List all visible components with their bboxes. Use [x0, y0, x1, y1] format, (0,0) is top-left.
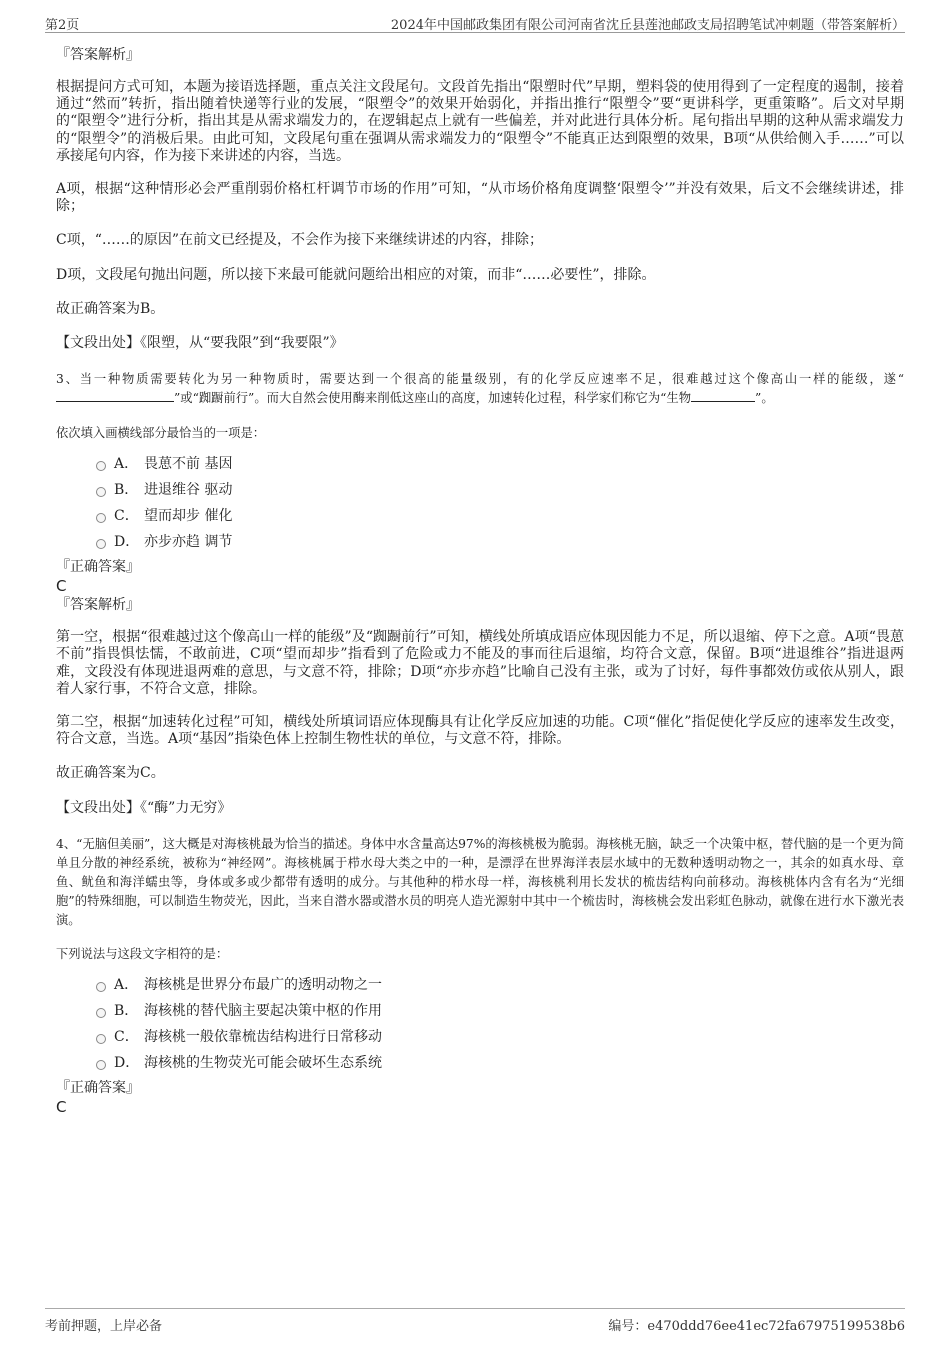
q3-option-d[interactable]: D． 亦步亦趋 调节: [96, 532, 904, 558]
q3-analysis-para-2: 第二空，根据“加速转化过程”可知，横线处所填词语应体现酶具有让化学反应加速的功能。C项“催化”指促使化学反应的速率发生改变，符合文意，当选。A项“基因”指染色体上控制生物性状的单位，与文意不符，排除。: [56, 714, 904, 748]
q3-question-text: 3、当一种物质需要转化为另一种物质时，需要达到一个很高的能量级别，有的化学反应速率不足，很难越过这个像高山一样的能级，遂“”或“踟蹰前行”。而大自然会使用酶来削低这座山的高度，加速转化过程，科学家们称它为“生物 ”。: [56, 372, 904, 406]
q2-source: 【文段出处】《限塑，从“要我限”到“我要限”》: [56, 335, 344, 352]
document-title: 2024年中国邮政集团有限公司河南省沈丘县莲池邮政支局招聘笔试冲刺题（带答案解析）: [390, 18, 905, 33]
q3-answer-statement: 故正确答案为C。: [56, 765, 165, 782]
radio-icon[interactable]: [96, 487, 106, 497]
q4-option-a[interactable]: A． 海核桃是世界分布最广的透明动物之一: [96, 975, 904, 1001]
radio-icon[interactable]: [96, 982, 106, 992]
q3-option-a[interactable]: A． 畏葸不前 基因: [96, 454, 904, 480]
q2-answer-statement: 故正确答案为B。: [56, 300, 165, 317]
q4-option-d[interactable]: D． 海核桃的生物荧光可能会破坏生态系统: [96, 1053, 904, 1079]
q3-blank-1: [56, 389, 174, 402]
q4-instruction: 下列说法与这段文字相符的是：: [56, 946, 229, 961]
q3-correct-answer: C: [56, 577, 67, 596]
radio-icon[interactable]: [96, 461, 106, 471]
radio-icon[interactable]: [96, 513, 106, 523]
q4-correct-answer: C: [56, 1097, 67, 1116]
q2-analysis-para-3: C项，“……的原因”在前文已经提及，不会作为接下来继续讲述的内容，排除；: [56, 232, 544, 249]
q4-option-c[interactable]: C． 海核桃一般依靠梳齿结构进行日常移动: [96, 1027, 904, 1053]
page-footer: [45, 1308, 905, 1335]
page-number: 第2页: [45, 18, 80, 33]
q2-analysis-label: 『答案解析』: [56, 47, 140, 63]
q3-instruction: 依次填入画横线部分最恰当的一项是：: [56, 426, 266, 441]
q3-analysis-para-1: 第一空，根据“很难越过这个像高山一样的能级”及“踟蹰前行”可知，横线处所填成语应体现因能力不足，所以退缩、停下之意。A项“畏葸不前”指畏惧怯懦，不敢前进，C项“望而却步”指看到了危险或力不能及的事而往后退缩，均符合文意，保留。B项“进退维谷”指进退两难，文段没有体现进退两难的意思，与文意不符，排除；D项“亦步亦趋”比喻自己没有主张，或为了讨好，每件事都效仿或依从别人，跟着人家行事，不符合文意，排除。: [56, 629, 904, 697]
radio-icon[interactable]: [96, 539, 106, 549]
q2-analysis-para-1: 根据提问方式可知，本题为接语选择题，重点关注文段尾句。文段首先指出“限塑时代”早期，塑料袋的使用得到了一定程度的遏制，接着通过“然而”转折，指出随着快递等行业的发展，“限塑令”的效果开始弱化，并指出推行“限塑令”要“更讲科学，更重策略”。后文对早期的“限塑令”进行分析，指出其是从需求端发力的，在逻辑起点上就有一些偏差，并对此进行具体分析。尾句指出早期的这种从需求端发力的“限塑令”的消极后果。由此可知，文段尾句重在强调从需求端发力的“限塑令”不能真正达到限塑的效果，B项“从供给侧入手……”可以承接尾句内容，作为接下来讲述的内容，当选。: [56, 79, 904, 164]
q3-options: [96, 454, 904, 558]
document-id: 编号：e470ddd76ee41ec72fa67975199538b6: [608, 1319, 905, 1334]
page-content: [56, 46, 904, 1117]
q3-option-b[interactable]: B． 进退维谷 驱动: [96, 480, 904, 506]
q3-analysis-label: 『答案解析』: [56, 597, 140, 614]
q3-option-c[interactable]: C． 望而却步 催化: [96, 506, 904, 532]
radio-icon[interactable]: [96, 1008, 106, 1018]
footer-slogan: 考前押题，上岸必备: [45, 1319, 163, 1334]
q2-analysis-para-4: D项，文段尾句抛出问题，所以接下来最可能就问题给出相应的对策，而非“……必要性”，排除。: [56, 266, 656, 283]
page-header: [45, 12, 905, 33]
q4-option-b[interactable]: B． 海核桃的替代脑主要起决策中枢的作用: [96, 1001, 904, 1027]
q3-blank-2: [691, 389, 755, 402]
radio-icon[interactable]: [96, 1034, 106, 1044]
q4-options: [96, 975, 904, 1079]
q4-question-text: 4、“无脑但美丽”，这大概是对海核桃最为恰当的描述。身体中水含量高达97%的海核桃极为脆弱。海核桃无脑，缺乏一个决策中枢，替代脑的是一个更为简单且分散的神经系统，被称为“神经网”。海核桃属于栉水母大类之中的一种，是漂浮在世界海洋表层水域中的无数种透明动物之一，其余的如真水母、章鱼、鱿鱼和海洋蠕虫等，身体或多或少都带有透明的成分。与其他种的栉水母一样，海核桃利用长发状的梳齿结构向前移动。海核桃体内含有名为“光细胞”的特殊细胞，可以制造生物荧光，因此，当来自潜水器或潜水员的明亮人造光源射中其中一个梳齿时，海核桃会发出彩虹色脉动，就像在进行水下激光表演。: [56, 836, 904, 927]
q2-analysis-para-2: A项，根据“这种情形必会严重削弱价格杠杆调节市场的作用”可知，“从市场价格角度调整‘限塑令’”并没有效果，后文不会继续讲述，排除；: [56, 181, 904, 215]
q3-source: 【文段出处】《“酶”力无穷》: [56, 799, 232, 816]
q3-correct-label: 『正确答案』: [56, 559, 140, 576]
radio-icon[interactable]: [96, 1060, 106, 1070]
q4-correct-label: 『正确答案』: [56, 1079, 140, 1096]
